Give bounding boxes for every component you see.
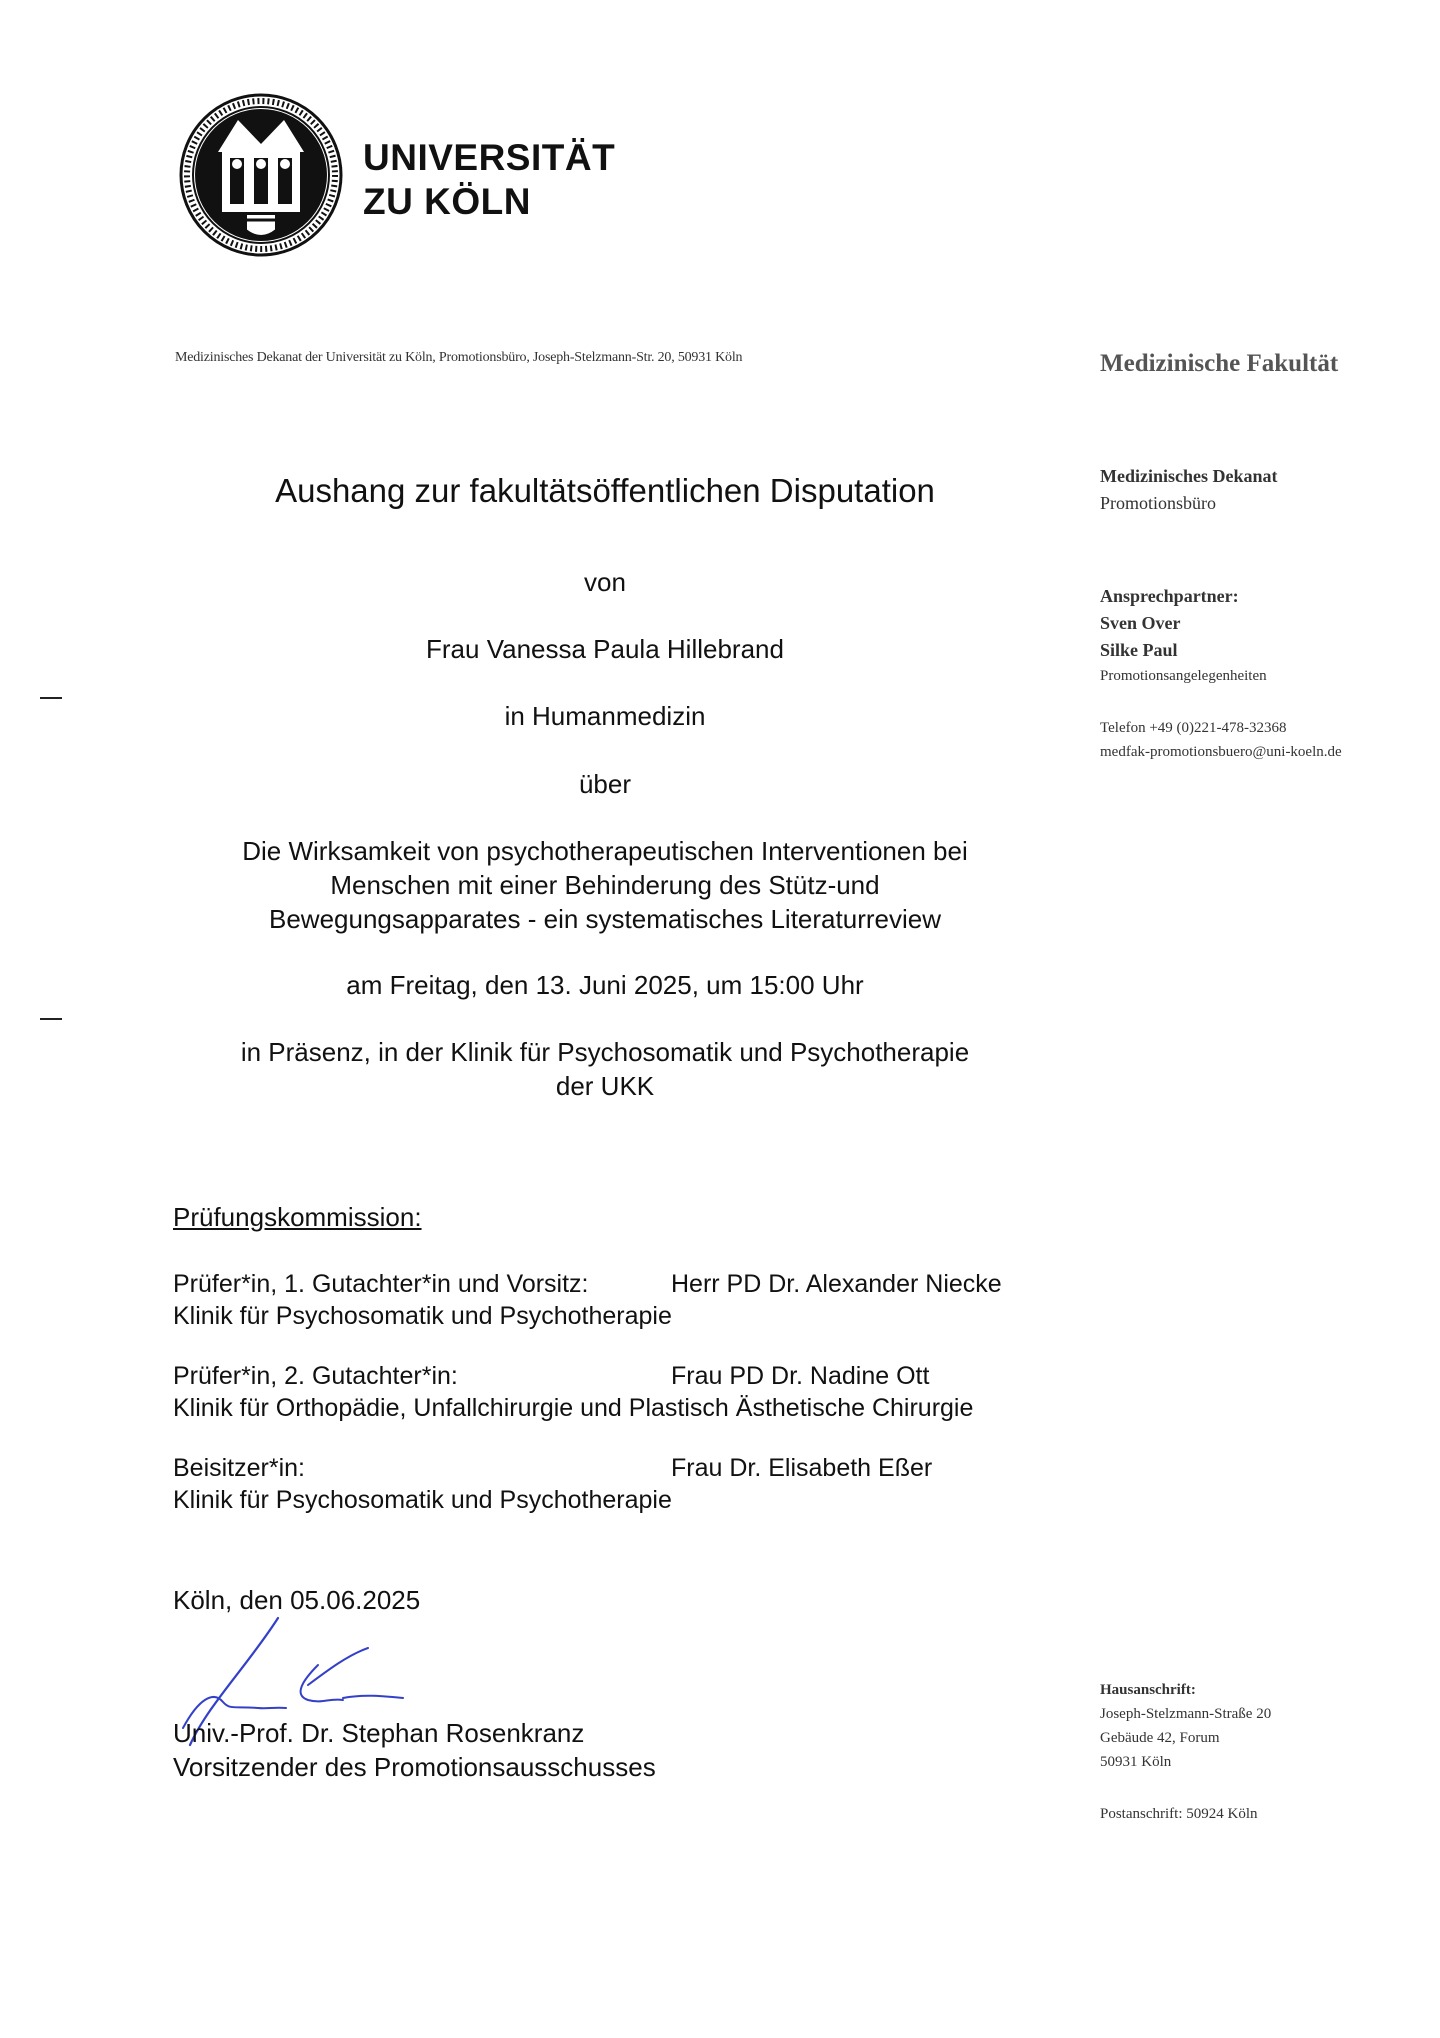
committee-member-1 (173, 1268, 1073, 1332)
signatory-block (173, 1716, 656, 1784)
university-name (363, 136, 615, 224)
return-address: Medizinisches Dekanat der Universität zu Köln, Promotionsbüro, Joseph-Stelzmann-Str. 20, 50931 Köln (175, 350, 743, 365)
member-clinic: Klinik für Psychosomatik und Psychotherapie (173, 1486, 672, 1514)
university-name-line2: ZU KÖLN (363, 181, 531, 222)
signatory-role: Vorsitzender des Promotionsausschusses (173, 1752, 656, 1782)
postal-address: Postanschrift: 50924 Köln (1100, 1806, 1258, 1822)
committee-member-3 (173, 1452, 1073, 1516)
disputation-location (175, 1035, 1035, 1103)
house-address-heading: Hausanschrift: (1100, 1682, 1196, 1698)
member-role: Prüfer*in, 2. Gutachter*in: (173, 1362, 458, 1390)
house-street: Joseph-Stelzmann-Straße 20 (1100, 1706, 1272, 1722)
page-title: Aushang zur fakultätsöffentlichen Disputation (275, 472, 935, 509)
house-address (1100, 1678, 1271, 1774)
ueber-label: über (578, 769, 632, 799)
committee-member-2 (173, 1360, 1073, 1424)
contact-block (1100, 583, 1267, 688)
university-seal-logo (178, 92, 344, 258)
candidate-name: Frau Vanessa Paula Hillebrand (426, 634, 784, 664)
house-building: Gebäude 42, Forum (1100, 1730, 1220, 1746)
member-role: Beisitzer*in: (173, 1454, 305, 1482)
phone-number: Telefon +49 (0)221-478-32368 (1100, 720, 1287, 736)
fold-mark-bottom (40, 1018, 62, 1020)
contact-details (1100, 716, 1342, 764)
contact-person-1: Sven Over (1100, 613, 1181, 633)
member-name: Frau PD Dr. Nadine Ott (671, 1362, 930, 1390)
department-block (1100, 463, 1278, 517)
email-address[interactable]: medfak-promotionsbuero@uni-koeln.de (1100, 744, 1342, 760)
member-clinic: Klinik für Orthopädie, Unfallchirurgie und Plastisch Ästhetische Chirurgie (173, 1394, 974, 1422)
committee-heading: Prüfungskommission: (173, 1202, 422, 1232)
thesis-title-line3: Bewegungsapparates - ein systematisches Literaturreview (268, 904, 941, 934)
von-label: von (584, 567, 626, 597)
signatory-name: Univ.-Prof. Dr. Stephan Rosenkranz (173, 1718, 585, 1748)
location-line1: in Präsenz, in der Klinik für Psychosomatik und Psychotherapie (240, 1037, 970, 1067)
house-city: 50931 Köln (1100, 1754, 1172, 1770)
member-clinic: Klinik für Psychosomatik und Psychotherapie (173, 1302, 672, 1330)
thesis-title (175, 834, 1035, 936)
university-name-line1: UNIVERSITÄT (363, 137, 616, 178)
subject: in Humanmedizin (504, 701, 706, 731)
department-line2: Promotionsbüro (1100, 493, 1217, 513)
contact-person-2: Silke Paul (1100, 640, 1178, 660)
faculty-name: Medizinische Fakultät (1100, 350, 1339, 377)
contact-heading: Ansprechpartner: (1100, 586, 1239, 606)
thesis-title-line2: Menschen mit einer Behinderung des Stütz-und (330, 870, 880, 900)
disputation-date: am Freitag, den 13. Juni 2025, um 15:00 Uhr (346, 970, 864, 1000)
contact-role: Promotionsangelegenheiten (1100, 668, 1267, 684)
department-line1: Medizinisches Dekanat (1100, 466, 1278, 486)
member-name: Herr PD Dr. Alexander Niecke (671, 1270, 1002, 1298)
thesis-title-line1: Die Wirksamkeit von psychotherapeutischen Interventionen bei (242, 836, 968, 866)
member-name: Frau Dr. Elisabeth Eßer (671, 1454, 933, 1482)
place-and-date: Köln, den 05.06.2025 (173, 1585, 421, 1615)
fold-mark-top (40, 697, 62, 699)
member-role: Prüfer*in, 1. Gutachter*in und Vorsitz: (173, 1270, 589, 1298)
location-line2: der UKK (555, 1071, 655, 1101)
